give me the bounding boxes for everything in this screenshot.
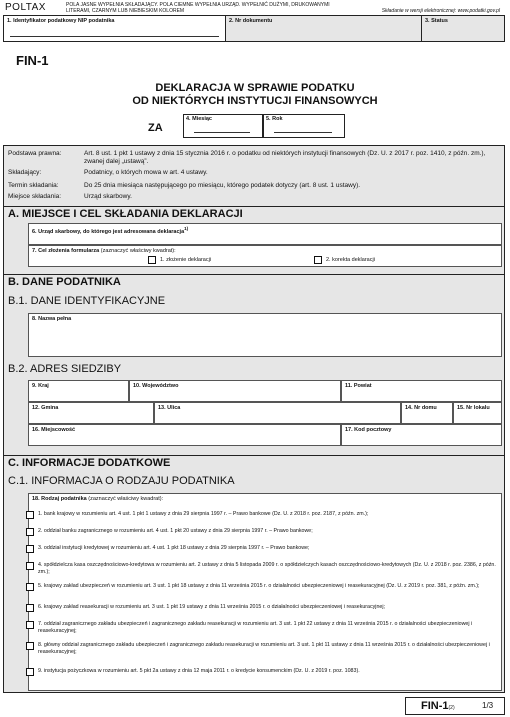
filers-label: Składający: xyxy=(8,169,42,176)
taxpayer-option-1[interactable] xyxy=(38,511,500,518)
option-text: 8. główny oddział zagranicznego zakładu ubezpieczeń i zagranicznego zakładu reasekuracji w rozumieniu art. 3 ust. 1 pkt 11 ustawy z dnia 11 września 2015 r. o działalności ubezpieczeniowej i reasekuracyjnej; xyxy=(38,642,490,655)
deadline-value: Do 25 dnia miesiąca następującego po miesiącu, którego podatek dotyczy (art. 8 ust. 1 ustawy). xyxy=(84,182,361,189)
option-submit-label: 1. złożenie deklaracji xyxy=(160,257,212,263)
footer-version: (2) xyxy=(448,705,455,711)
checkbox[interactable] xyxy=(26,528,34,536)
taxpayer-type-hint: (zaznaczyć właściwy kwadrat): xyxy=(88,496,164,502)
document-number-field xyxy=(226,16,422,41)
street-field[interactable] xyxy=(154,402,401,424)
option-text: 1. bank krajowy w rozumieniu art. 4 ust. 1 pkt 1 ustawy z dnia 29 sierpnia 1997 r. – Prawo bankowe (Dz. U. z 2018 r. poz. 2187, z późn. zm.); xyxy=(38,511,369,517)
county-label: 11. Powiat xyxy=(345,383,372,389)
country-label: 9. Kraj xyxy=(32,383,49,389)
page-number: 1/3 xyxy=(482,701,494,710)
header-fields xyxy=(3,15,505,42)
postal-code-field[interactable] xyxy=(341,424,502,446)
form-purpose-field xyxy=(28,245,502,267)
checkbox[interactable] xyxy=(26,604,34,612)
section-b2-title: B.2. ADRES SIEDZIBY xyxy=(8,363,122,375)
taxpayer-option-2[interactable] xyxy=(38,528,500,535)
title-line-2: OD NIEKTÓRYCH INSTYTUCJI FINANSOWYCH xyxy=(132,95,378,107)
form-title xyxy=(100,82,410,108)
option-correction-label: 2. korekta deklaracji xyxy=(326,257,375,263)
option-text: 2. oddział banku zagranicznego w rozumieniu art. 4 ust. 1 pkt 20 ustawy z dnia 29 sierpnia 1997 r. – Prawo bankowe; xyxy=(38,528,313,534)
taxpayer-option-9[interactable] xyxy=(38,668,500,675)
option-text: 9. instytucja pożyczkowa w rozumieniu art. 5 pkt 2a ustawy z dnia 12 maja 2011 r. o kredycie konsumenckim (Dz. U. z 2019 r. poz. 1083). xyxy=(38,668,360,674)
tax-office-field[interactable] xyxy=(28,223,502,245)
section-b1-title: B.1. DANE IDENTYFIKACYJNE xyxy=(8,295,166,307)
city-label: 16. Miejscowość xyxy=(32,427,76,433)
street-label: 13. Ulica xyxy=(158,405,181,411)
option-text: 4. spółdzielcza kasa oszczędnościowo-kredytowa w rozumieniu art. 2 ustawy z dnia 5 listopada 2009 r. o spółdzielczych kasach oszczędnościowo-kredytowych (Dz. U. z 2018 r. poz. 2386, z późn. zm.); xyxy=(38,562,496,575)
form-purpose-label: 7. Cel złożenia formularza xyxy=(32,248,100,254)
commune-field[interactable] xyxy=(28,402,154,424)
checkbox[interactable] xyxy=(26,511,34,519)
basis-label: Podstawa prawna: xyxy=(8,150,62,157)
form-code: FIN-1 xyxy=(16,53,49,68)
apartment-number-label: 15. Nr lokalu xyxy=(457,405,490,411)
taxpayer-option-3[interactable] xyxy=(38,545,500,552)
footnote-ref: 1) xyxy=(184,226,189,231)
nip-field[interactable] xyxy=(4,16,226,41)
footer-code: FIN-1 xyxy=(421,700,449,712)
checkbox[interactable] xyxy=(26,583,34,591)
section-c-title: C. INFORMACJE DODATKOWE xyxy=(4,455,504,471)
basis-value: Art. 8 ust. 1 pkt 1 ustawy z dnia 15 stycznia 2016 r. o podatku od niektórych instytucji finansowych (Dz. U. z 2017 r. poz. 1410, z późn. zm.), zwanej dalej „ustawą”. xyxy=(84,150,486,165)
voivodeship-field[interactable] xyxy=(129,380,341,402)
postal-code-label: 17. Kod pocztowy xyxy=(345,427,392,433)
option-text: 3. oddział instytucji kredytowej w rozumieniu art. 4 ust. 1 pkt 18 ustawy z dnia 29 sierpnia 1997 r. – Prawo bankowe; xyxy=(38,545,310,551)
year-field[interactable] xyxy=(263,114,345,138)
place-value: Urząd skarbowy. xyxy=(84,193,132,200)
option-text: 7. oddział zagranicznego zakładu ubezpieczeń i zagranicznego zakładu reasekuracji w rozumieniu art. 3 ust. 1 pkt 22 ustawy z dnia 11 września 2015 r. o działalności ubezpieczeniowej i reasekuracyjnej; xyxy=(38,621,473,634)
option-submit[interactable] xyxy=(148,256,211,264)
checkbox[interactable] xyxy=(314,256,322,264)
section-c1-title: C.1. INFORMACJA O RODZAJU PODATNIKA xyxy=(8,475,235,487)
voivodeship-label: 10. Województwo xyxy=(133,383,179,389)
footer-form-code xyxy=(405,697,505,715)
checkbox[interactable] xyxy=(26,642,34,650)
house-number-label: 14. Nr domu xyxy=(405,405,437,411)
document-number-label: 2. Nr dokumentu xyxy=(229,18,273,24)
checkbox[interactable] xyxy=(26,668,34,676)
year-label: 5. Rok xyxy=(266,116,283,122)
apartment-number-field[interactable] xyxy=(453,402,502,424)
taxpayer-type-field xyxy=(28,493,502,691)
e-filing-url: Składanie w wersji elektronicznej: www.podatki.gov.pl xyxy=(381,8,500,14)
status-field xyxy=(422,16,504,41)
section-a-title: A. MIEJSCE I CEL SKŁADANIA DEKLARACJI xyxy=(4,206,504,222)
checkbox[interactable] xyxy=(26,562,34,570)
commune-label: 12. Gmina xyxy=(32,405,59,411)
checkbox[interactable] xyxy=(148,256,156,264)
checkbox[interactable] xyxy=(26,621,34,629)
taxpayer-type-label: 18. Rodzaj podatnika xyxy=(32,496,87,502)
country-field[interactable] xyxy=(28,380,129,402)
taxpayer-option-4[interactable] xyxy=(38,562,500,576)
filers-value: Podatnicy, o których mowa w art. 4 ustawy. xyxy=(84,169,208,176)
section-b-title: B. DANE PODATNIKA xyxy=(4,274,504,290)
city-field[interactable] xyxy=(28,424,341,446)
full-name-field[interactable] xyxy=(28,313,502,357)
checkbox[interactable] xyxy=(26,545,34,553)
title-line-1: DEKLARACJA W SPRAWIE PODATKU xyxy=(155,82,355,94)
house-number-field[interactable] xyxy=(401,402,453,424)
place-label: Miejsce składania: xyxy=(8,193,62,200)
month-label: 4. Miesiąc xyxy=(186,116,212,122)
taxpayer-option-7[interactable] xyxy=(38,621,500,635)
taxpayer-option-5[interactable] xyxy=(38,583,500,590)
option-text: 5. krajowy zakład ubezpieczeń w rozumieniu art. 3 ust. 1 pkt 18 ustawy z dnia 11 września 2015 r. o działalności ubezpieczeniowej i reasekuracyjnej (Dz. U. z 2019 r. poz. 381, z późn. zm.); xyxy=(38,583,480,589)
deadline-label: Termin składania: xyxy=(8,182,59,189)
full-name-label: 8. Nazwa pełna xyxy=(32,316,72,322)
option-correction[interactable] xyxy=(314,256,375,264)
taxpayer-option-8[interactable] xyxy=(38,642,500,656)
month-field[interactable] xyxy=(183,114,263,138)
form-purpose-hint: (zaznaczyć właściwy kwadrat): xyxy=(100,248,176,254)
taxpayer-option-6[interactable] xyxy=(38,604,500,611)
za-label: ZA xyxy=(148,122,163,134)
brand-label: POLTAX xyxy=(5,2,46,13)
tax-office-label: 6. Urząd skarbowy, do którego jest adresowana deklaracja xyxy=(32,228,185,235)
county-field[interactable] xyxy=(341,380,502,402)
form-body xyxy=(3,145,505,693)
nip-label: 1. Identyfikator podatkowy NIP podatnika xyxy=(7,18,115,24)
option-text: 6. krajowy zakład reasekuracji w rozumieniu art. 3 ust. 1 pkt 19 ustawy z dnia 11 września 2015 r. o działalności ubezpieczeniowej i reasekuracyjnej; xyxy=(38,604,386,610)
legal-info xyxy=(4,146,504,205)
status-label: 3. Status xyxy=(425,18,448,24)
fill-instructions: POLA JASNE WYPEŁNIA SKŁADAJĄCY. POLA CIEMNE WYPEŁNIA URZĄD. WYPEŁNIĆ DUŻYMI, DRUKOWANYMI LITERAMI, CZARNYM LUB NIEBIESKIM KOLOREM xyxy=(66,2,330,14)
